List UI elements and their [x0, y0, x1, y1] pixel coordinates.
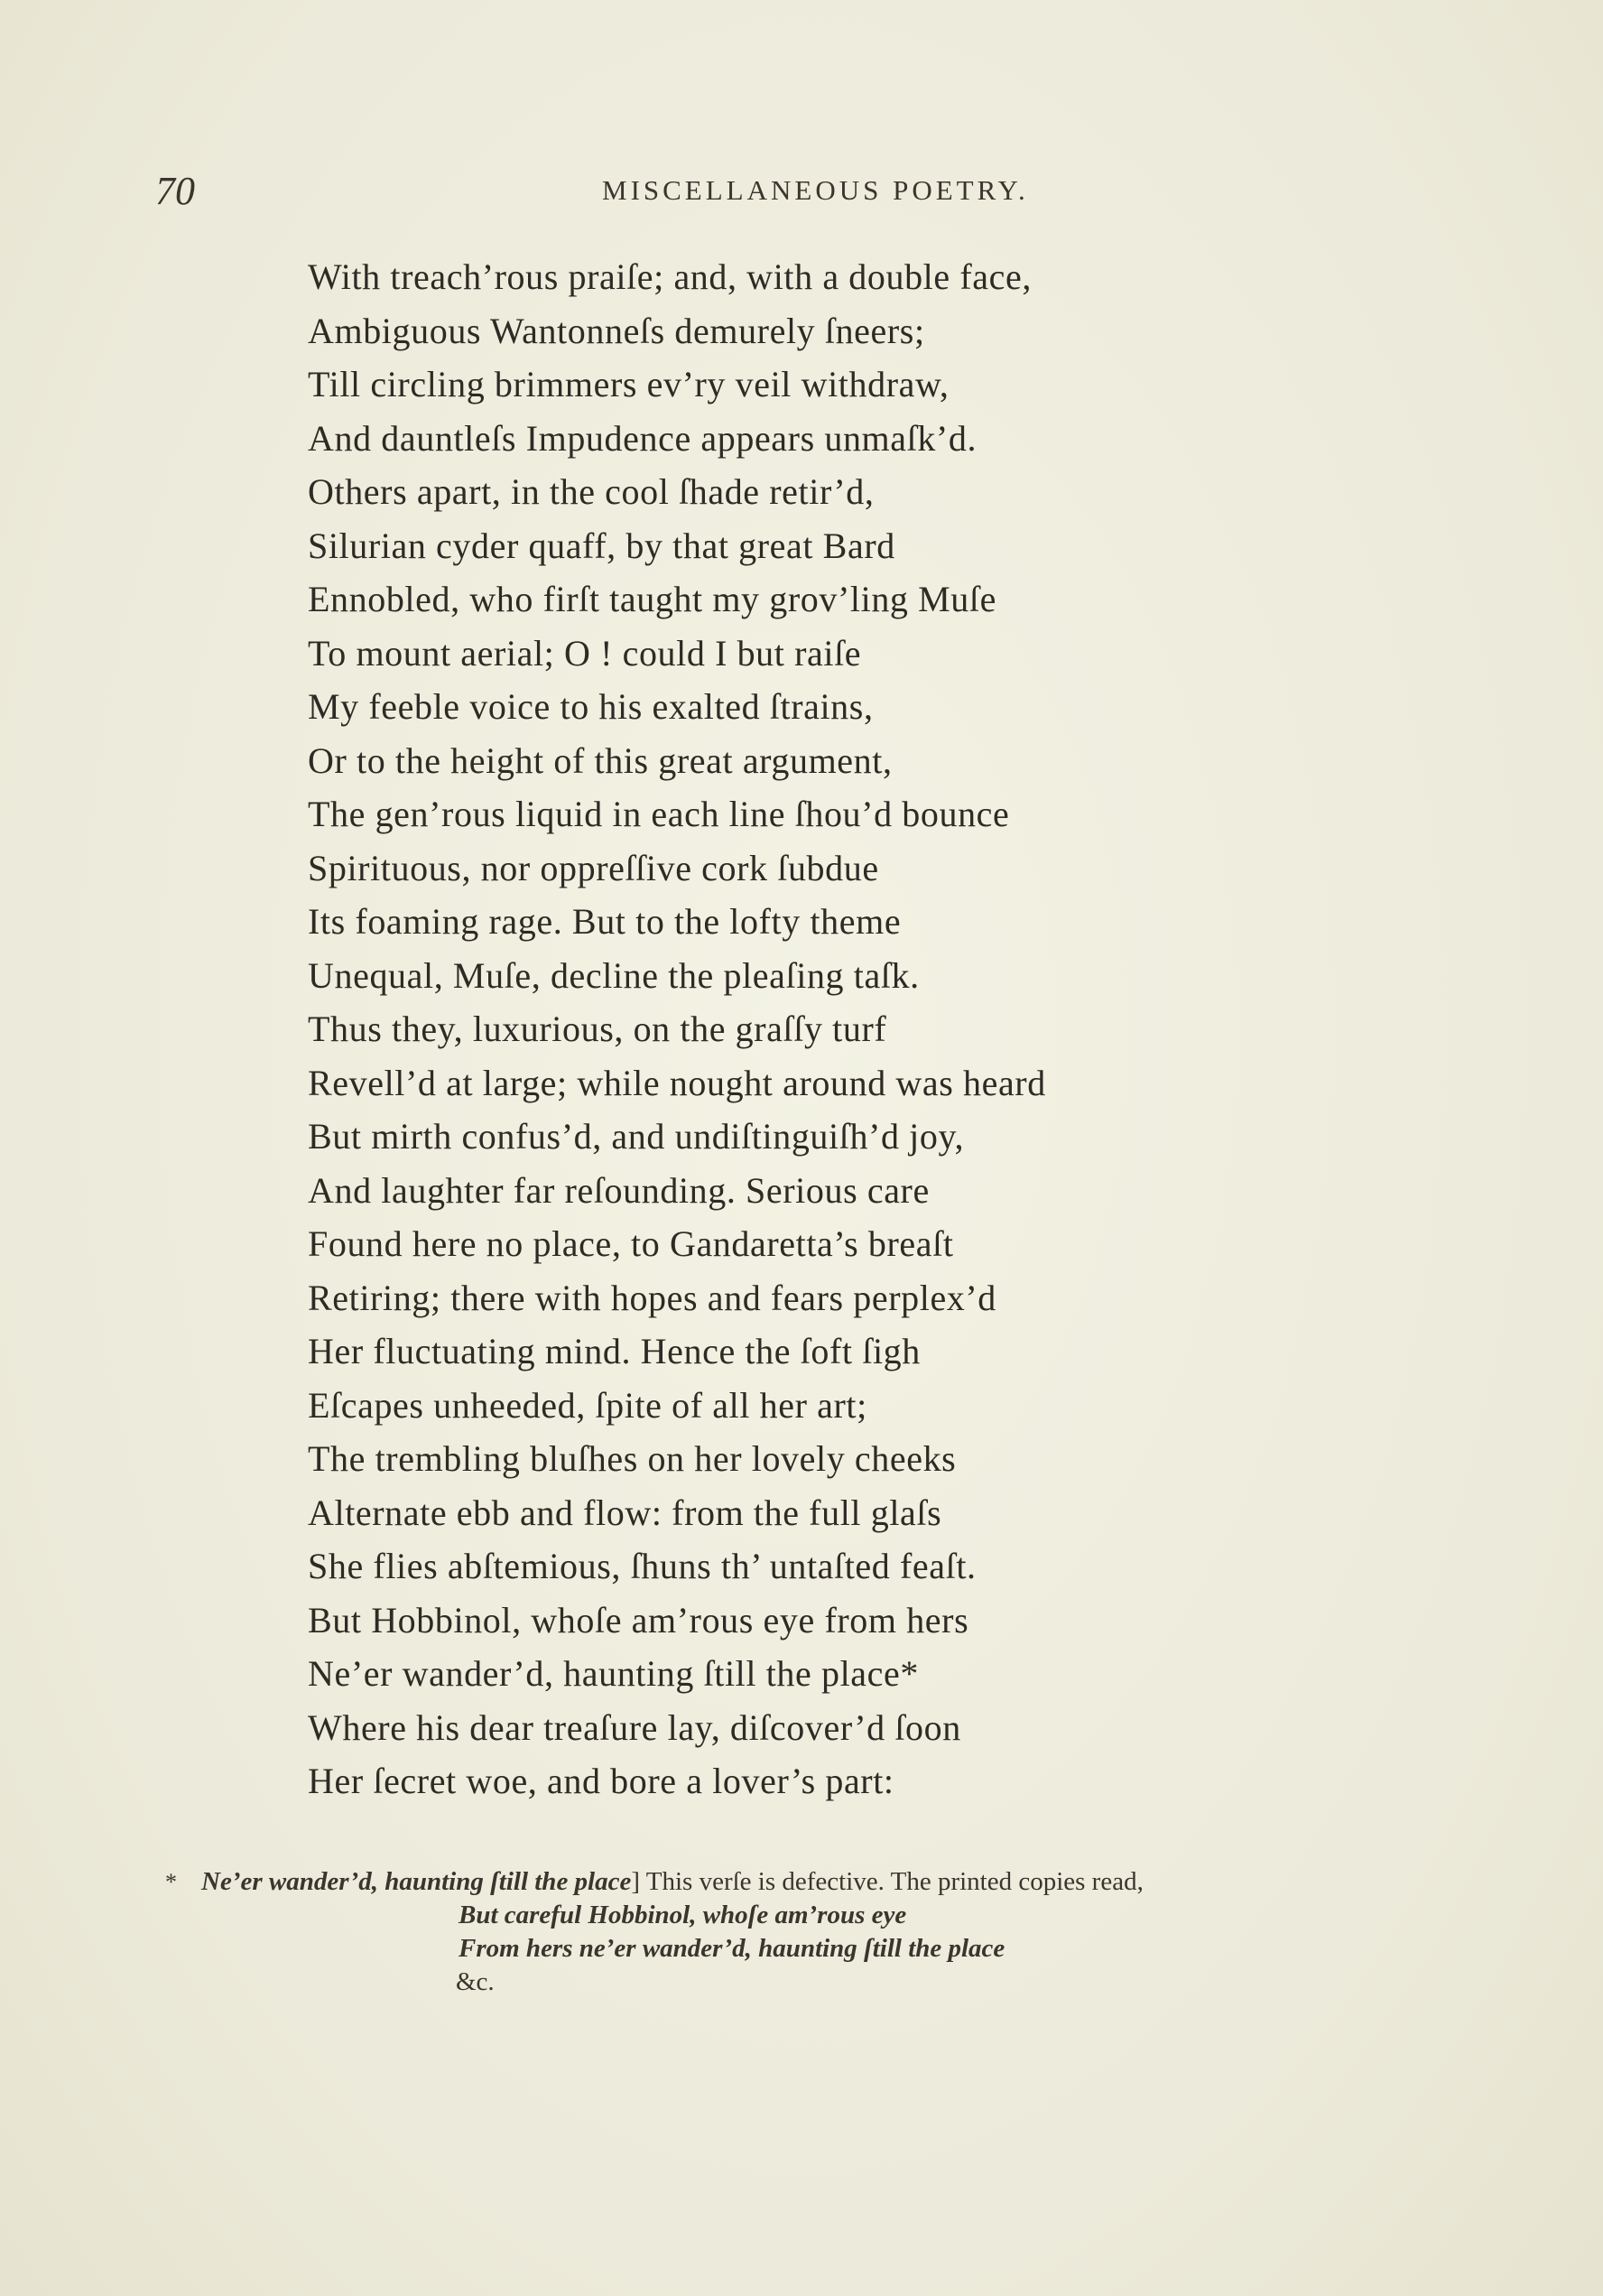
- verse-line: Ne’er wander’d, haunting ſtill the place*: [308, 1653, 919, 1694]
- verse-line: And laughter far reſounding. Serious care: [308, 1169, 930, 1211]
- verse-line: Or to the height of this great argument,: [308, 739, 893, 781]
- verse-line: Where his dear treaſure lay, diſcover’d ſoon: [308, 1706, 961, 1748]
- verse-line: Its foaming rage. But to the lofty theme: [308, 901, 902, 942]
- verse-line: Her ſecret woe, and bore a lover’s part:: [308, 1761, 894, 1801]
- verse-line: To mount aerial; O ! could I but raiſe: [308, 632, 862, 674]
- verse-line: She flies abſtemious, ſhuns th’ untaſted feaſt.: [308, 1546, 977, 1586]
- verse-line: Spirituous, nor oppreſſive cork ſubdue: [308, 847, 879, 888]
- footnote-first-line: [165, 1865, 1465, 1899]
- footnote-quote-line: From hers ne’er wander’d, haunting ſtill the place: [459, 1934, 1005, 1963]
- footnote-bracket: ]: [631, 1867, 641, 1896]
- verse-line: Ambiguous Wantonneſs demurely ſneers;: [308, 310, 925, 351]
- verse-line: Thus they, luxurious, on the graſſy turf: [308, 1009, 887, 1049]
- footnote-lemma: Ne’er wander’d, haunting ſtill the place: [201, 1867, 632, 1896]
- running-head: MISCELLANEOUS POETRY.: [602, 174, 1029, 206]
- verse-line: Her fluctuating mind. Hence the ſoft ſigh: [308, 1331, 921, 1371]
- verse-line: The trembling bluſhes on her lovely cheeks: [308, 1438, 957, 1479]
- verse-line: Unequal, Muſe, decline the pleaſing taſk.: [308, 954, 920, 996]
- footnote-comment: This verſe is defective. The printed copies read,: [640, 1867, 1144, 1896]
- verse-line: Silurian cyder quaff, by that great Bard: [308, 525, 895, 566]
- verse-line: And dauntleſs Impudence appears unmaſk’d.: [308, 417, 978, 459]
- verse-line: Others apart, in the cool ſhade retir’d,: [308, 471, 875, 512]
- verse-line: But Hobbinol, whoſe am’rous eye from hers: [308, 1599, 969, 1641]
- verse-line: Alternate ebb and flow: from the full glaſs: [308, 1492, 942, 1533]
- verse-line: My feeble voice to his exalted ſtrains,: [308, 686, 874, 727]
- verse-line: Eſcapes unheeded, ſpite of all her art;: [308, 1384, 867, 1426]
- verse-line: With treach’rous praiſe; and, with a double face,: [308, 256, 1032, 297]
- footnote-quote-line: But careful Hobbinol, whoſe am’rous eye: [459, 1901, 907, 1929]
- verse-line: Retiring; there with hopes and fears perplex’d: [308, 1277, 996, 1318]
- verse-line: But mirth confus’d, and undiſtinguiſh’d joy,: [308, 1116, 965, 1157]
- verse-block: [308, 250, 1046, 1808]
- verse-line: Till circling brimmers ev’ry veil withdraw,: [308, 364, 950, 404]
- footnote-etc: &c.: [456, 1967, 495, 1996]
- verse-line: Revell’d at large; while nought around was heard: [308, 1062, 1046, 1103]
- verse-line: Found here no place, to Gandaretta’s breaſt: [308, 1223, 954, 1264]
- verse-line: The gen’rous liquid in each line ſhou’d bounce: [308, 794, 1010, 834]
- page-number: 70: [155, 169, 195, 213]
- verse-line: Ennobled, who firſt taught my grov’ling Muſe: [308, 579, 996, 619]
- footnote-mark: *: [165, 1869, 177, 1895]
- footnote: [165, 1865, 1465, 1999]
